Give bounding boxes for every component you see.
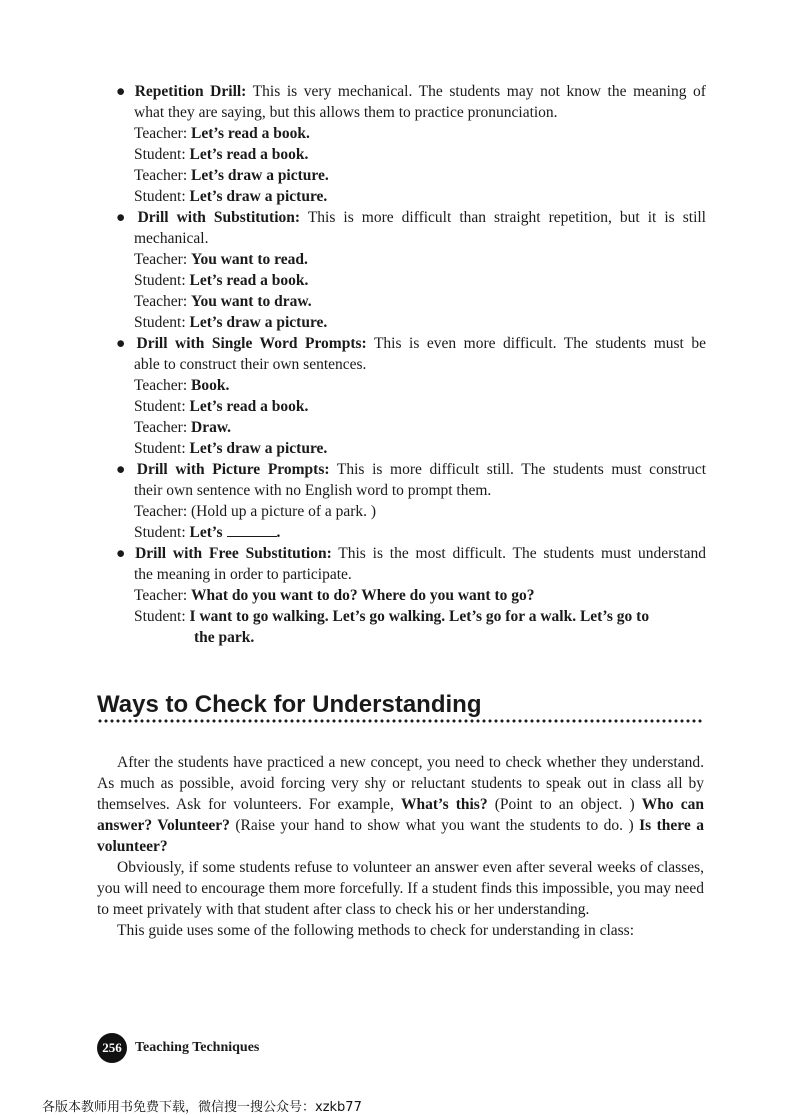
drill-title: Drill with Free Substitution:	[135, 545, 332, 562]
page-number: 256	[97, 1033, 127, 1063]
drill-list	[116, 81, 706, 648]
speaker: Teacher:	[134, 419, 188, 436]
watermark-text: 各版本教师用书免费下载，微信搜一搜公众号：xzkb77	[42, 1100, 362, 1115]
drill-desc-line: the meaning in order to participate.	[134, 566, 352, 583]
utterance: Book.	[191, 377, 230, 394]
speaker: Teacher:	[134, 293, 188, 310]
utterance: Let’s	[189, 524, 223, 541]
dialogue-line	[116, 144, 706, 165]
section-heading-text: Ways to Check for Understanding	[97, 691, 482, 718]
utterance: I want to go walking. Let’s go walking. Let’s go for a walk. Let’s go to	[189, 608, 650, 625]
dialogue-line	[116, 375, 706, 396]
utterance: Let’s draw a picture.	[189, 314, 328, 331]
fill-in-blank	[227, 522, 277, 537]
bullet: ●	[116, 209, 138, 226]
utterance: What do you want to do? Where do you want to go?	[191, 587, 535, 604]
drill-title: Drill with Single Word Prompts:	[136, 335, 367, 352]
bold-run: Is there a volunteer?	[97, 817, 704, 855]
drill-substitution	[116, 207, 706, 333]
drill-desc-line: their own sentence with no English word to prompt them.	[134, 482, 492, 499]
drill-description	[116, 207, 706, 228]
drill-description	[116, 333, 706, 354]
dialogue-line	[116, 585, 706, 606]
speaker: Student:	[134, 146, 186, 163]
speaker: Student:	[134, 524, 186, 541]
utterance: Let’s read a book.	[189, 146, 309, 163]
utterance: Let’s draw a picture.	[191, 167, 329, 184]
utterance: Let’s read a book.	[189, 398, 309, 415]
dialogue-line	[116, 249, 706, 270]
dialogue-line	[116, 186, 706, 207]
drill-picture-prompts	[116, 459, 706, 543]
footer-section-label: Teaching Techniques	[135, 1040, 260, 1055]
drill-description	[116, 81, 706, 102]
bullet: ●	[116, 545, 136, 562]
dialogue-line	[116, 606, 706, 627]
drill-single-word-prompts	[116, 333, 706, 459]
dialogue-line	[116, 396, 706, 417]
dialogue-line	[116, 291, 706, 312]
dialogue-line	[116, 270, 706, 291]
drill-desc-line: This is even more difficult. The students must be	[373, 335, 706, 352]
paragraph: This guide uses some of the following methods to check for understanding in class:	[117, 922, 635, 939]
drill-desc-line: mechanical.	[134, 230, 209, 247]
utterance: Let’s read a book.	[191, 125, 310, 142]
drill-desc-line: what they are saying, but this allows them to practice pronunciation.	[134, 104, 558, 121]
speaker: Student:	[134, 272, 186, 289]
speaker: Student:	[134, 314, 186, 331]
dialogue-line	[116, 438, 706, 459]
drill-description	[116, 459, 706, 480]
dialogue-line	[116, 165, 706, 186]
utterance: Draw.	[191, 419, 232, 436]
utterance: You want to draw.	[191, 293, 312, 310]
speaker: Teacher:	[134, 125, 188, 142]
section-heading	[97, 690, 702, 724]
drill-title: Drill with Substitution:	[137, 209, 301, 226]
dialogue-line	[116, 522, 706, 543]
text-run: (Point to an object. )	[487, 796, 642, 813]
text-run: (Raise your hand to show what you want the students to do. )	[229, 817, 640, 834]
bold-run: Who can answer? Volunteer?	[97, 796, 704, 834]
bold-run: What’s this?	[400, 796, 488, 813]
paragraph	[97, 752, 704, 857]
dialogue-line	[116, 501, 706, 522]
drill-desc-line: This is more difficult than straight repetition, but it is still	[307, 209, 706, 226]
bullet: ●	[116, 335, 137, 352]
speaker: Teacher:	[134, 167, 188, 184]
drill-desc-line: able to construct their own sentences.	[134, 356, 367, 373]
drill-desc-line: This is more difficult still. The students must construct	[336, 461, 706, 478]
utterance: You want to read.	[191, 251, 308, 268]
page-footer	[97, 1033, 259, 1063]
speaker: Student:	[134, 398, 186, 415]
drill-desc-line: This is very mechanical. The students may not know the meaning of	[252, 83, 706, 100]
utterance: (Hold up a picture of a park. )	[191, 503, 377, 520]
speaker: Student:	[134, 608, 186, 625]
drill-repetition	[116, 81, 706, 207]
speaker: Teacher:	[134, 587, 188, 604]
text-run: After the students have practiced a new concept, you need to check whether they understand. As much as possible, avoid forcing very shy or reluctant students to speak out in class all by themselves. Ask for volunteers. For example,	[97, 754, 704, 813]
body-text	[97, 752, 704, 941]
speaker: Teacher:	[134, 251, 188, 268]
speaker: Teacher:	[134, 377, 188, 394]
drill-title: Repetition Drill:	[134, 83, 247, 100]
speaker: Student:	[134, 440, 186, 457]
drill-desc-line: This is the most difficult. The students must understand	[338, 545, 706, 562]
drill-free-substitution	[116, 543, 706, 648]
utterance-end: .	[276, 524, 281, 541]
speaker: Teacher:	[134, 503, 188, 520]
utterance: Let’s draw a picture.	[189, 440, 328, 457]
dialogue-line	[116, 312, 706, 333]
utterance: Let’s draw a picture.	[189, 188, 328, 205]
utterance-continuation: the park.	[194, 629, 255, 646]
bullet: ●	[116, 461, 137, 478]
utterance: Let’s read a book.	[189, 272, 309, 289]
drill-description	[116, 543, 706, 564]
dialogue-line	[116, 417, 706, 438]
paragraph: Obviously, if some students refuse to volunteer an answer even after several weeks of classes, you will need to encourage them more forcefully. If a student finds this impossible, you may need to meet privately with that student after class to check his or her understanding.	[97, 859, 704, 918]
dialogue-line	[116, 123, 706, 144]
drill-title: Drill with Picture Prompts:	[136, 461, 330, 478]
speaker: Student:	[134, 188, 186, 205]
bullet: ●	[116, 83, 135, 100]
